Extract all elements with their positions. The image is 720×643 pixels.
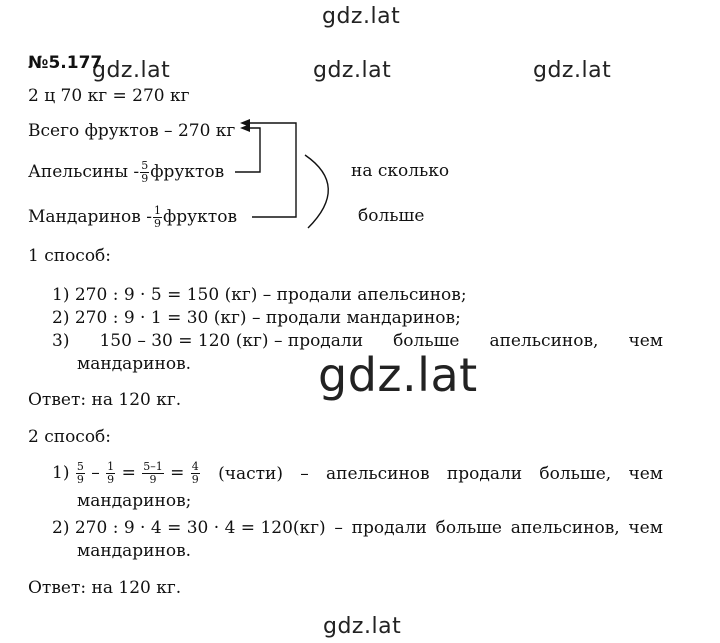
method2-step2-part: – <box>334 518 343 538</box>
method2-step1-part: апельсинов <box>326 463 430 484</box>
oranges-fraction: $\frac{5}{9}$ <box>141 159 149 185</box>
method2-step2-part: чем <box>628 518 663 538</box>
watermark-row-right: gdz.lat <box>533 58 612 83</box>
method1-title: 1 способ: <box>28 246 112 266</box>
method2-step2-continued: мандаринов. <box>77 541 192 561</box>
mandarins-fraction: $\frac{1}{9}$ <box>153 204 161 230</box>
watermark-bottom: gdz.lat <box>323 614 402 639</box>
method2-step1-part: больше, <box>539 463 612 484</box>
watermark-row-middle: gdz.lat <box>313 58 392 83</box>
method2-step1-continued: мандаринов; <box>77 491 192 511</box>
method2-step2 <box>52 518 663 538</box>
watermark-center: gdz.lat <box>318 348 478 402</box>
watermark-top: gdz.lat <box>322 4 401 29</box>
problem-number: №5.177 <box>28 53 103 73</box>
mandarins-label: Мандаринов - <box>28 207 152 227</box>
method2-step2-part: 2) 270 : 9 · 4 = 30 · 4 = 120(кг) <box>52 518 326 538</box>
method1-step3-part: чем <box>628 331 663 351</box>
question-top: на сколько <box>351 161 450 181</box>
question-bottom: больше <box>358 206 425 226</box>
oranges-bracket-line <box>235 128 260 172</box>
method1-step3-part: больше <box>393 331 460 351</box>
method2-answer: Ответ: на 120 кг. <box>28 578 182 598</box>
method2-step1-part: продали <box>446 463 523 484</box>
method2-step2-part: продали <box>351 518 427 538</box>
arrow-head-lower <box>240 124 250 132</box>
method2-step1-expression: 1) $\frac{5}{9}$ – $\frac{1}{9}$ = $\frac{5-1}{9}$ = $\frac{4}{9}$ <box>52 460 199 486</box>
conversion-line: 2 ц 70 кг = 270 кг <box>28 86 190 106</box>
mandarins-bracket-line <box>248 123 296 217</box>
method2-step1-part: – <box>300 463 309 484</box>
comparison-brace <box>305 155 328 228</box>
method2-step2-part: апельсинов, <box>510 518 620 538</box>
mandarins-suffix: фруктов <box>162 207 238 227</box>
method1-step3 <box>52 331 663 351</box>
scheme-arrows <box>240 119 250 132</box>
method1-answer: Ответ: на 120 кг. <box>28 390 182 410</box>
method2-step1 <box>52 461 663 486</box>
watermark-row-left: gdz.lat <box>92 58 171 83</box>
method2-step2-part: больше <box>435 518 502 538</box>
method2-step1-part: (части) <box>218 463 283 484</box>
method2-step1-part: чем <box>628 463 663 484</box>
method1-step3-continued: мандаринов. <box>77 354 192 374</box>
method1-step2: 2) 270 : 9 · 1 = 30 (кг) – продали мандаринов; <box>52 308 461 328</box>
method1-step3-part: 3) <box>52 331 70 351</box>
scheme-total: Всего фруктов – 270 кг <box>28 121 236 141</box>
method1-step1: 1) 270 : 9 · 5 = 150 (кг) – продали апельсинов; <box>52 285 467 305</box>
oranges-suffix: фруктов <box>150 162 225 182</box>
method1-step3-part: 150 – 30 = 120 (кг) – продали <box>99 331 364 351</box>
oranges-label: Апельсины - <box>28 162 140 182</box>
method2-title: 2 способ: <box>28 427 112 447</box>
method1-step3-part: апельсинов, <box>489 331 599 351</box>
